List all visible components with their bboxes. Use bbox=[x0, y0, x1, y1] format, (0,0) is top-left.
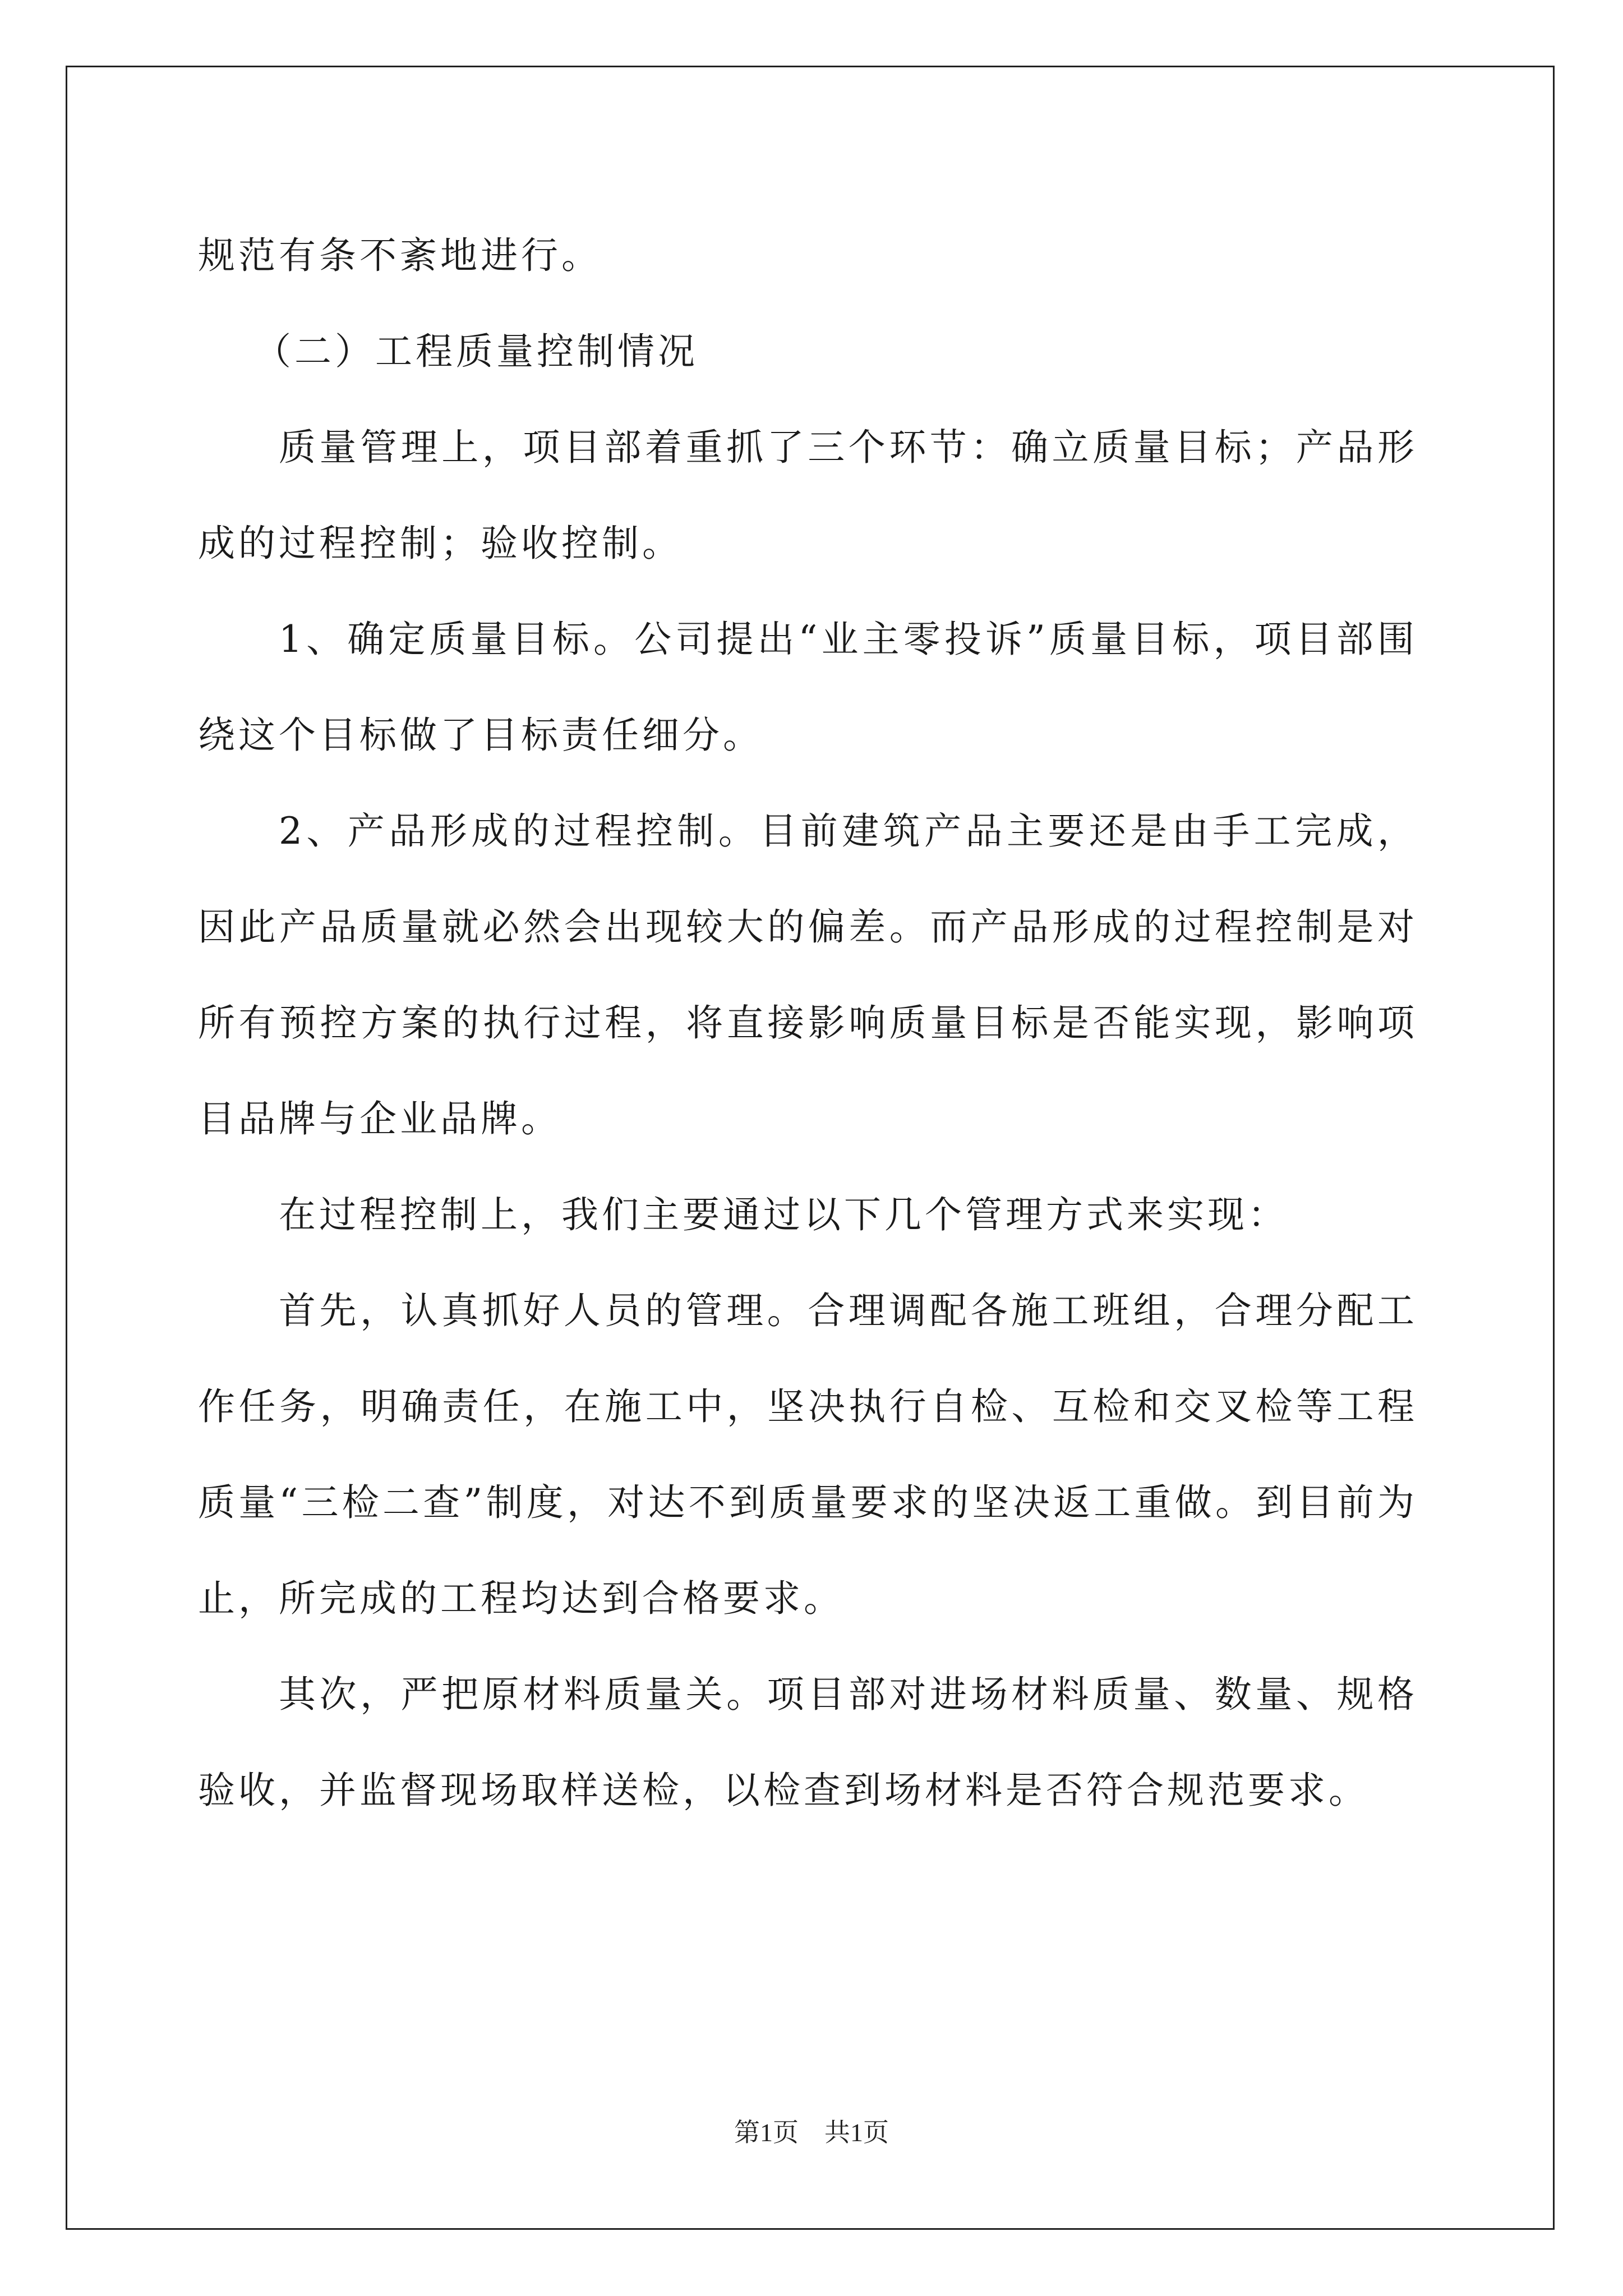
paragraph-1: 规范有条不紊地进行。 bbox=[198, 234, 602, 277]
paragraph-3: 质量管理上，项目部着重抓了三个环节：确立质量目标；产品形成的过程控制；验收控制。 bbox=[198, 426, 1418, 565]
paragraph-7: 首先，认真抓好人员的管理。合理调配各施工班组，合理分配工作任务，明确责任，在施工中，坚决执行自检、互检和交叉检等工程质量“三检二查”制度，对达不到质量要求的坚决返工重做。到目前为止，所完成的工程均达到合格要求。 bbox=[198, 1289, 1418, 1620]
document-body bbox=[198, 208, 1418, 1838]
paragraph-5: 2、产品形成的过程控制。目前建筑产品主要还是由手工完成，因此产品质量就必然会出现较大的偏差。而产品形成的过程控制是对所有预控方案的执行过程，将直接影响质量目标是否能实现，影响项目品牌与企业品牌。 bbox=[198, 809, 1418, 1140]
paragraph-4: 1、确定质量目标。公司提出“业主零投诉”质量目标，项目部围绕这个目标做了目标责任细分。 bbox=[198, 618, 1418, 757]
paragraph-6: 在过程控制上，我们主要通过以下几个管理方式来实现： bbox=[279, 1193, 1288, 1236]
page-number-footer: 第1页 共1页 bbox=[734, 2118, 889, 2147]
paragraph-8: 其次，严把原材料质量关。项目部对进场材料质量、数量、规格验收，并监督现场取样送检，以检查到场材料是否符合规范要求。 bbox=[198, 1673, 1418, 1812]
section-heading: （二）工程质量控制情况 bbox=[254, 330, 698, 373]
